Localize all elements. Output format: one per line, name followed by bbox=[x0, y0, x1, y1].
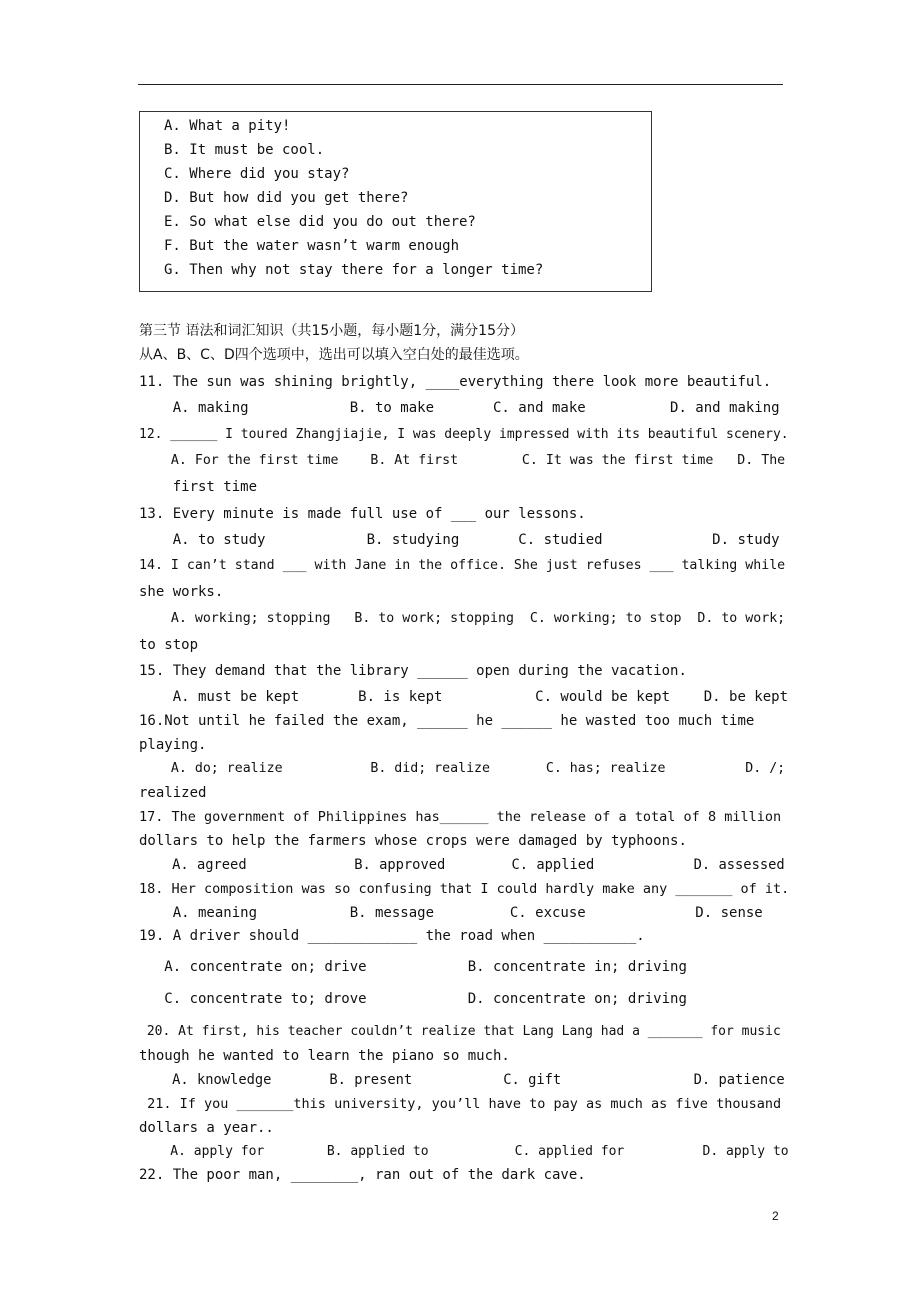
question-17-cont: dollars to help the farmers whose crops were damaged by typhoons. bbox=[139, 833, 687, 849]
option-a: A. What a pity! bbox=[164, 118, 291, 134]
question-13: 13. Every minute is made full use of ___ our lessons. bbox=[139, 506, 586, 522]
question-11: 11. The sun was shining brightly, ____everything there look more beautiful. bbox=[139, 374, 772, 390]
options-14-cont: to stop bbox=[139, 637, 199, 653]
option-e: E. So what else did you do out there? bbox=[164, 214, 476, 230]
section-instruction: 从A、B、C、D四个选项中，选出可以填入空白处的最佳选项。 bbox=[139, 347, 529, 363]
question-21: 21. If you _______this university, you’ll have to pay as much as five thousand bbox=[139, 1096, 782, 1112]
options-box bbox=[139, 111, 652, 292]
options-11: A. making B. to make C. and make D. and making bbox=[139, 400, 780, 416]
question-17: 17. The government of Philippines has______ the release of a total of 8 million bbox=[139, 809, 782, 825]
option-f: F. But the water wasn’t warm enough bbox=[164, 238, 460, 254]
options-19-ab: A. concentrate on; drive B. concentrate in; driving bbox=[139, 959, 687, 975]
question-15: 15. They demand that the library ______ open during the vacation. bbox=[139, 663, 687, 679]
options-20: A. knowledge B. present C. gift D. patience bbox=[139, 1072, 785, 1088]
question-21-cont: dollars a year.. bbox=[139, 1120, 274, 1136]
options-16: A. do; realize B. did; realize C. has; realize D. /; bbox=[139, 761, 786, 776]
question-14: 14. I can’t stand ___ with Jane in the office. She just refuses ___ talking while bbox=[139, 558, 786, 573]
question-22: 22. The poor man, ________, ran out of the dark cave. bbox=[139, 1167, 586, 1183]
header-rule bbox=[138, 84, 783, 85]
options-12: A. For the first time B. At first C. It was the first time D. The bbox=[139, 453, 786, 468]
question-16: 16.Not until he failed the exam, ______ he ______ he wasted too much time bbox=[139, 713, 755, 729]
options-16-cont: realized bbox=[139, 785, 207, 801]
option-d: D. But how did you get there? bbox=[164, 190, 409, 206]
options-21: A. apply for B. applied to C. applied for D. apply to bbox=[139, 1144, 789, 1159]
options-15: A. must be kept B. is kept C. would be kept D. be kept bbox=[139, 689, 789, 705]
question-14-cont: she works. bbox=[139, 584, 224, 600]
page-number: 2 bbox=[772, 1209, 779, 1223]
options-19-cd: C. concentrate to; drove D. concentrate on; driving bbox=[139, 991, 687, 1007]
section-heading: 第三节 语法和词汇知识（共15小题，每小题1分，满分15分） bbox=[139, 323, 524, 339]
options-12-cont: first time bbox=[139, 479, 258, 495]
option-b: B. It must be cool. bbox=[164, 142, 325, 158]
options-18: A. meaning B. message C. excuse D. sense bbox=[139, 905, 763, 921]
question-12: 12. ______ I toured Zhangjiajie, I was deeply impressed with its beautiful scenery. bbox=[139, 427, 789, 442]
options-14: A. working; stopping B. to work; stopping C. working; to stop D. to work; bbox=[139, 611, 786, 626]
option-g: G. Then why not stay there for a longer time? bbox=[164, 262, 544, 278]
question-16-cont: playing. bbox=[139, 737, 207, 753]
question-20-cont: though he wanted to learn the piano so much. bbox=[139, 1048, 510, 1064]
question-18: 18. Her composition was so confusing that I could hardly make any _______ of it. bbox=[139, 881, 790, 897]
options-17: A. agreed B. approved C. applied D. assessed bbox=[139, 857, 785, 873]
question-20: 20. At first, his teacher couldn’t realize that Lang Lang had a _______ for music bbox=[139, 1024, 781, 1039]
question-19: 19. A driver should _____________ the road when ___________. bbox=[139, 928, 645, 944]
options-13: A. to study B. studying C. studied D. study bbox=[139, 532, 780, 548]
option-c: C. Where did you stay? bbox=[164, 166, 350, 182]
